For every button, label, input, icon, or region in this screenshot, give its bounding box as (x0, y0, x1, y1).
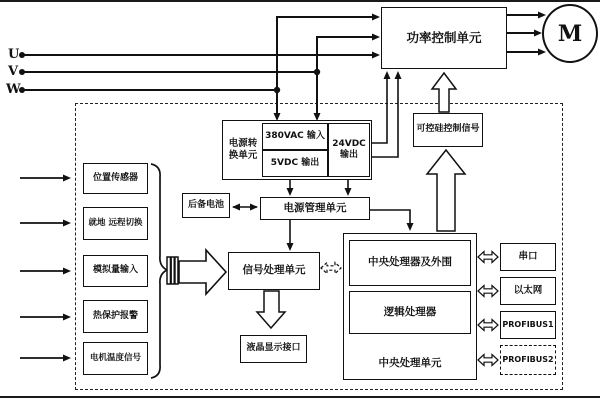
input-arrows (20, 175, 71, 362)
port-ethernet-box: 以太网 (500, 277, 556, 305)
input-brace (151, 164, 167, 378)
three-phase-lines (22, 17, 374, 116)
signal-processing-box: 信号处理单元 (228, 252, 320, 290)
lcd-arrow (257, 291, 285, 328)
signal-cpu-link-arrow (321, 263, 341, 274)
backup-battery-box: 后备电池 (182, 193, 230, 218)
input-analog-box: 模拟量输入 (83, 255, 148, 287)
input-position-sensor-box: 位置传感器 (83, 163, 148, 194)
vdc24-output-box: 24VDC 输出 (328, 123, 370, 177)
phase-u-label: U (8, 47, 20, 62)
power-conversion-label: 电源转换单元 (228, 138, 258, 161)
phase-v-label: V (8, 64, 19, 79)
connector-symbol (167, 257, 178, 284)
port-serial-box: 串口 (500, 243, 556, 271)
cpu-unit-label: 中央处理单元 (378, 356, 442, 369)
port-profibus2-box: PROFIBUS2 (500, 345, 556, 375)
input-local-remote-box: 就地 远程切换 (83, 207, 148, 240)
lcd-interface-box: 液晶显示接口 (240, 335, 307, 363)
vac-input-box: 380VAC 输入 (262, 123, 328, 150)
phase-arrowheads (274, 14, 381, 122)
port-link-arrows (478, 252, 498, 366)
cpu-to-scr-arrow (427, 150, 465, 231)
input-motor-temp-box: 电机温度信号 (83, 342, 148, 375)
scr-control-signal-box: 可控硅控制信号 (413, 113, 483, 147)
phase-w-label: W (6, 82, 21, 97)
vdc5-output-box: 5VDC 输出 (262, 150, 328, 177)
power-control-unit-box: 功率控制单元 (381, 7, 507, 69)
scr-to-power-arrow (432, 73, 456, 112)
logic-processor-box: 逻辑处理器 (349, 291, 471, 334)
signal-flow-arrow (179, 250, 226, 294)
cpu-peripherals-box: 中央处理器及外围 (349, 240, 471, 286)
port-profibus1-box: PROFIBUS1 (500, 311, 556, 339)
input-thermal-alarm-box: 热保护报警 (83, 300, 148, 333)
motor-symbol: M (542, 4, 598, 63)
power-management-box: 电源管理单元 (260, 197, 370, 220)
